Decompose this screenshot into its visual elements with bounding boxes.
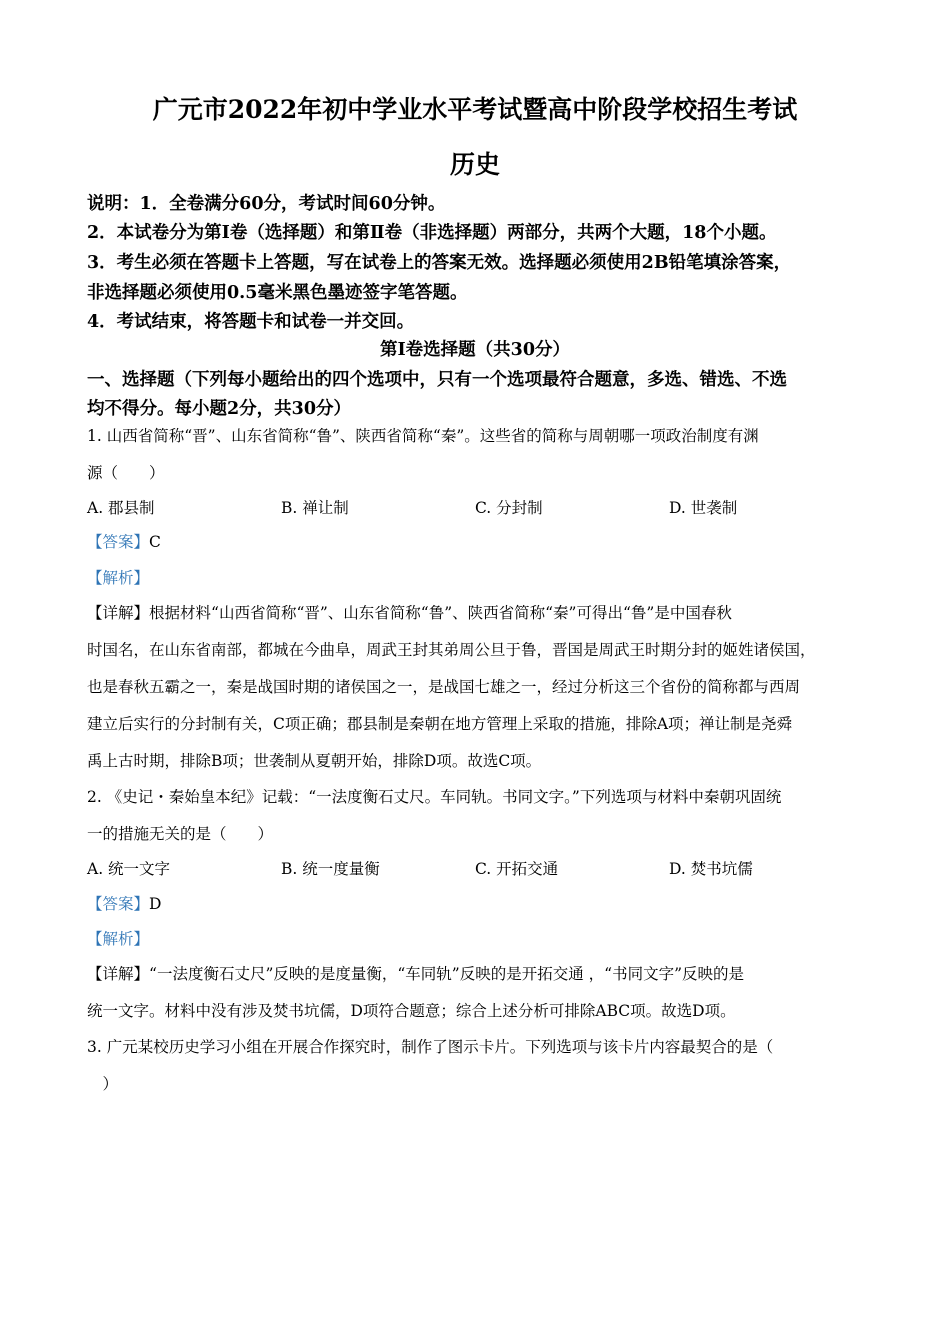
part-heading: 均不得分。每小题2分，共30分） [87,399,352,419]
detail-text: “一法度衡石丈尺”反映的是度量衡，“车同轨”反映的是开拓交通 ，“书同文字”反映的是 [149,965,744,983]
q3-stem: ） [87,1075,119,1093]
detail-tag: 【详解】 [87,604,150,622]
q2-stem: 2. 《史记・秦始皇本纪》记载：“一法度衡石丈尺。车同轨。书同文字。”下列选项与材料中秦朝巩固统 [87,788,782,806]
q2-option-a: A. 统一文字 [87,860,171,878]
q2-stem: 一的措施无关的是（ ） [87,825,274,843]
q3-stem: 3. 广元某校历史学习小组在开展合作探究时，制作了图示卡片。下列选项与该卡片内容最契合的是（ [87,1038,774,1056]
analysis-tag: 【解析】 [87,930,150,948]
q1-detail [87,601,867,623]
q2-answer [87,892,867,914]
answer-tag: 【答案】 [87,895,150,913]
section-title: 第Ⅰ卷选择题（共30分） [379,340,571,360]
exam-title: 广元市2022年初中学业水平考试暨高中阶段学校招生考试 [152,95,798,124]
detail-text: 根据材料“山西省简称“晋”、山东省简称“鲁”、陕西省简称“秦”可得出“鲁”是中国春秋 [149,604,732,622]
answer-tag: 【答案】 [87,533,150,551]
q1-option-b: B. 禅让制 [281,499,349,517]
instruction-line: 2．本试卷分为第Ⅰ卷（选择题）和第Ⅱ卷（非选择题）两部分，共两个大题，18个小题。 [87,223,777,243]
q2-option-b: B. 统一度量衡 [281,860,380,878]
subject-title: 历史 [449,150,500,179]
part-heading: 一、选择题（下列每小题给出的四个选项中，只有一个选项最符合题意，多选、错选、不选 [87,370,787,390]
q1-option-d: D. 世袭制 [669,499,738,517]
instruction-line: 说明：1．全卷满分60分，考试时间60分钟。 [87,194,446,214]
answer-value: C [149,533,161,551]
answer-value: D [149,895,162,913]
q1-option-c: C. 分封制 [475,499,543,517]
instruction-line: 4．考试结束，将答题卡和试卷一并交回。 [87,312,415,332]
q2-detail [87,962,867,984]
q1-answer [87,530,867,552]
q2-analysis [87,927,867,949]
instruction-line: 3．考生必须在答题卡上答题，写在试卷上的答案无效。选择题必须使用2B铅笔填涂答案， [87,253,792,273]
q1-detail: 也是春秋五霸之一，秦是战国时期的诸侯国之一，是战国七雄之一，经过分析这三个省份的简称都与西周 [87,678,801,696]
q1-option-a: A. 郡县制 [87,499,155,517]
q1-detail: 时国名，在山东省南部，都城在今曲阜，周武王封其弟周公旦于鲁，晋国是周武王时期分封的姬姓诸侯国， [87,641,816,659]
instruction-line: 非选择题必须使用0.5毫米黑色墨迹签字笔答题。 [87,283,468,303]
q1-detail: 禹上古时期，排除B项；世袭制从夏朝开始，排除D项。故选C项。 [87,752,542,770]
detail-tag: 【详解】 [87,965,150,983]
q2-detail: 统一文字。材料中没有涉及焚书坑儒，D项符合题意；综合上述分析可排除ABC项。故选D项。 [87,1002,736,1020]
q1-analysis [87,566,867,588]
q1-stem: 源（ ） [87,464,165,482]
analysis-tag: 【解析】 [87,569,150,587]
q2-option-d: D. 焚书坑儒 [669,860,753,878]
q1-stem: 1. 山西省简称“晋”、山东省简称“鲁”、陕西省简称“秦”。这些省的简称与周朝哪一项政治制度有渊 [87,427,759,445]
q2-option-c: C. 开拓交通 [475,860,559,878]
q1-detail: 建立后实行的分封制有关，C项正确；郡县制是秦朝在地方管理上采取的措施，排除A项；禅让制是尧舜 [87,715,793,733]
